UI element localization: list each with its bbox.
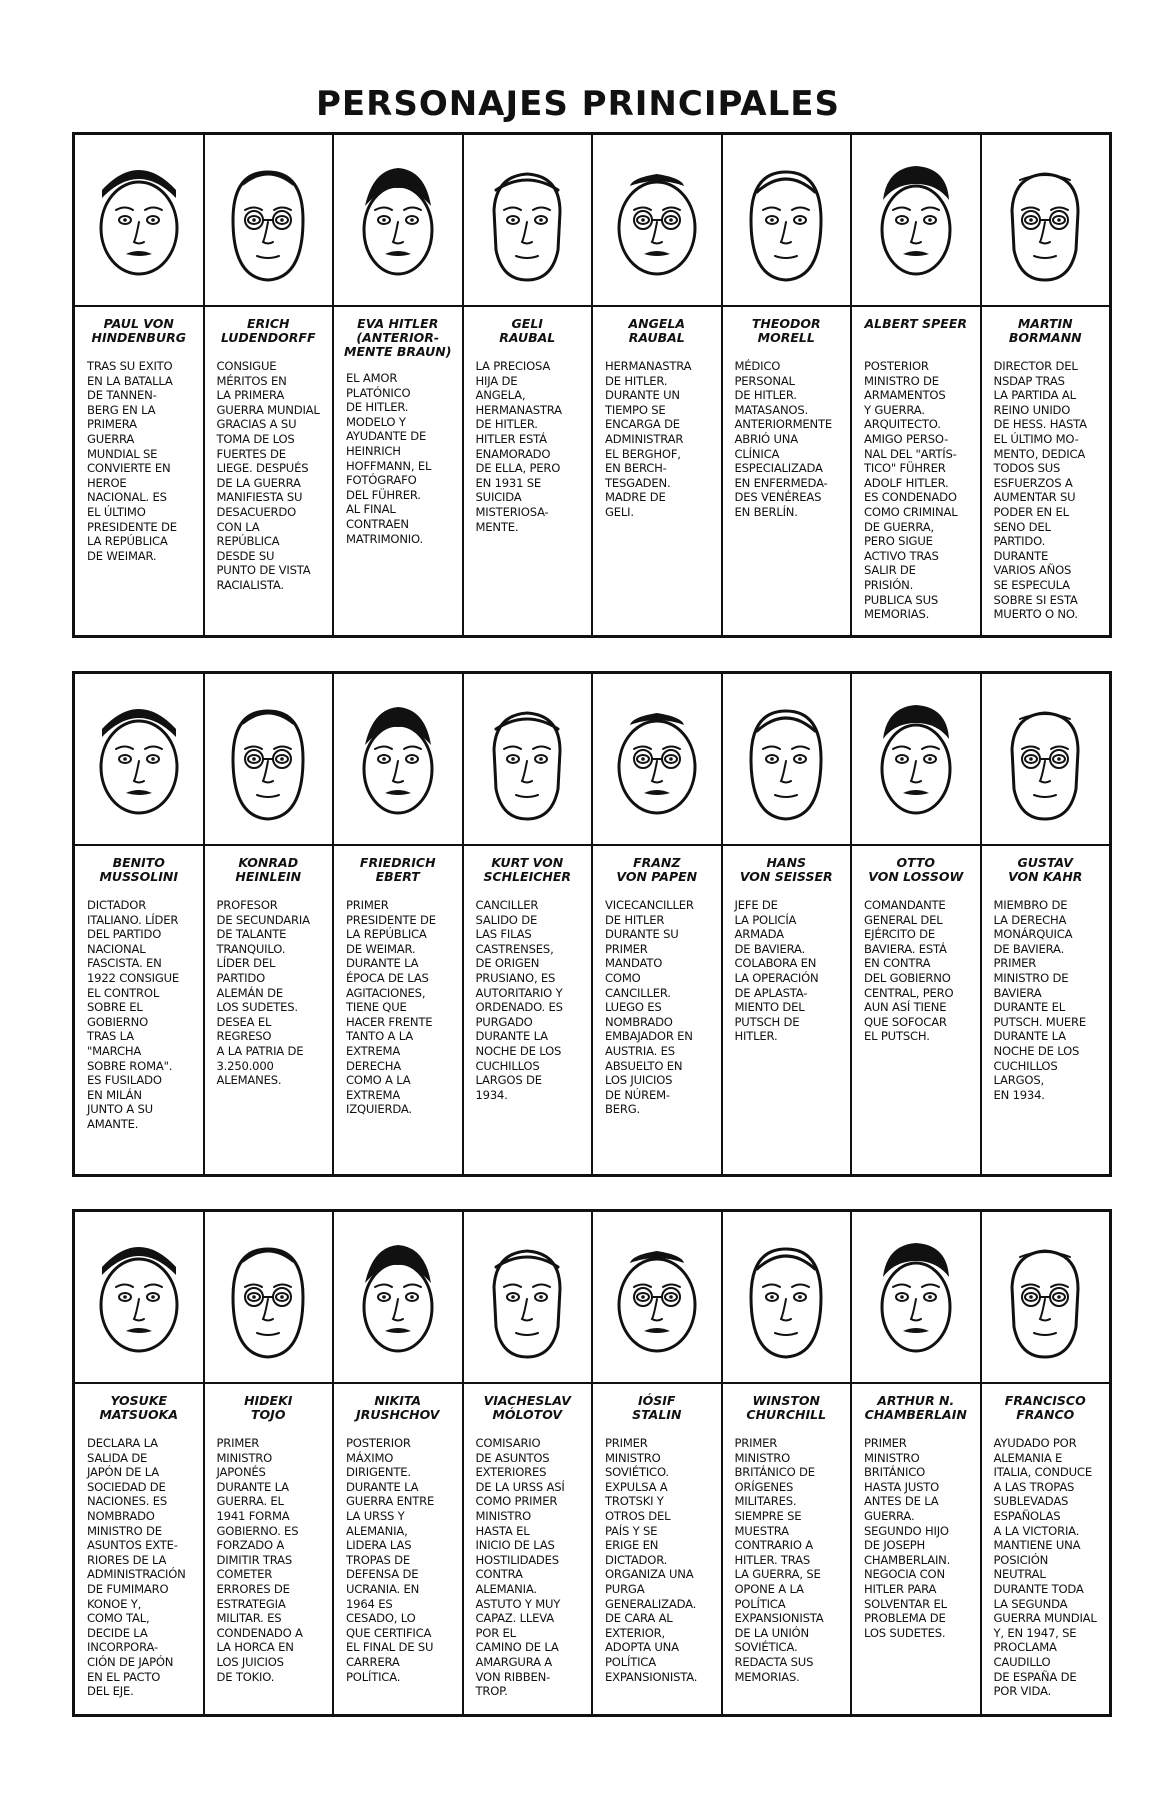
character-card [334,674,464,1174]
character-card [982,674,1110,1174]
character-name: THEODOR MORELL [751,316,821,345]
character-name: IÓSIF STALIN [632,1393,682,1422]
portrait [205,1212,333,1384]
character-name: BENITO MUSSOLINI [99,855,178,884]
character-bio: COMANDANTE GENERAL DEL EJÉRCITO DE BAVIERA. ESTÁ EN CONTRA DEL GOBIERNO CENTRAL, PERO AUN ASÍ TIENE QUE SOFOCAR EL PUTSCH. [864,898,954,1044]
character-bio: VICECANCILLER DE HITLER DURANTE SU PRIMER MANDATO COMO CANCILLER. LUEGO ES NOMBRADO EMBAJADOR EN AUSTRIA. ES ABSUELTO EN LOS JUICIOS DE NÚREM- BERG. [605,898,694,1117]
geli-portrait-icon [472,150,582,290]
ludendorff-portrait-icon [213,150,323,290]
hindenburg-portrait-icon [84,150,194,290]
portrait [593,135,721,307]
character-card [205,1212,335,1714]
morell-portrait-icon [731,150,841,290]
papen-portrait-icon [602,689,712,829]
portrait [593,1212,721,1384]
character-name: NIKITA JRUSHCHOV [356,1393,440,1422]
stalin-portrait-icon [602,1227,712,1367]
character-name: EVA HITLER (ANTERIOR- MENTE BRAUN) [344,316,452,359]
character-name: FRANZ VON PAPEN [616,855,698,884]
character-name: GUSTAV VON KAHR [1008,855,1083,884]
character-bio: PRIMER MINISTRO BRITÁNICO HASTA JUSTO ANTES DE LA GUERRA. SEGUNDO HIJO DE JOSEPH CHAMBERLAIN. NEGOCIA CON HITLER PARA SOLVENTAR EL PROBLEMA DE LOS SUDETES. [864,1436,951,1640]
character-bio: PROFESOR DE SECUNDARIA DE TALANTE TRANQUILO. LÍDER DEL PARTIDO ALEMÁN DE LOS SUDETES. DESEA EL REGRESO A LA PATRIA DE 3.250.000 ALEMANES. [216,898,310,1088]
matsuoka-portrait-icon [84,1227,194,1367]
schleicher-portrait-icon [472,689,582,829]
character-bio: TRAS SU EXITO EN LA BATALLA DE TANNEN- BERG EN LA PRIMERA GUERRA MUNDIAL SE CONVIERTE EN HEROE NACIONAL. ES EL ÚLTIMO PRESIDENTE DE LA REPÚBLICA DE WEIMAR. [87,359,177,563]
character-bio: CONSIGUE MÉRITOS EN LA PRIMERA GUERRA MUNDIAL GRACIAS A SU TOMA DE LOS FUERTES DE LIEGE. DESPUÉS DE LA GUERRA MANIFIESTA SU DESACUERDO CON LA REPÚBLICA DESDE SU PUNTO DE VISTA RACIALISTA. [216,359,320,592]
portrait [593,674,721,846]
lossow-portrait-icon [861,689,971,829]
character-card [593,135,723,635]
portrait [982,135,1110,307]
molotov-portrait-icon [472,1227,582,1367]
character-name: OTTO VON LOSSOW [868,855,964,884]
character-bio: PRIMER PRESIDENTE DE LA REPÚBLICA DE WEIMAR. DURANTE LA ÉPOCA DE LAS AGITACIONES, TIENE QUE HACER FRENTE TANTO A LA EXTREMA DERECHA COMO A LA EXTREMA IZQUIERDA. [346,898,436,1117]
character-bio: DIRECTOR DEL NSDAP TRAS LA PARTIDA AL REINO UNIDO DE HESS. HASTA EL ÚLTIMO MO- MENTO, DEDICA TODOS SUS ESFUERZOS A AUMENTAR SU PODER EN EL SENO DEL PARTIDO. DURANTE VARIOS AÑOS SE ESPECULA SOBRE SI ESTA MUERTO O NO. [993,359,1087,622]
character-name: PAUL VON HINDENBURG [91,316,186,345]
character-bio: COMISARIO DE ASUNTOS EXTERIORES DE LA URSS ASÍ COMO PRIMER MINISTRO HASTA EL INICIO DE LAS HOSTILIDADES CONTRA ALEMANIA. ASTUTO Y MUY CAPAZ. LLEVA POR EL CAMINO DE LA AMARGURA A VON RIBBEN- TROP. [475,1436,565,1699]
character-card [464,135,594,635]
character-name: HIDEKI TOJO [244,1393,293,1422]
portrait [464,1212,592,1384]
character-card [593,674,723,1174]
speer-portrait-icon [861,150,971,290]
kahr-portrait-icon [990,689,1100,829]
portrait [982,1212,1110,1384]
character-bio: HERMANASTRA DE HITLER. DURANTE UN TIEMPO SE ENCARGA DE ADMINISTRAR EL BERGHOF, EN BERCH- TESGADEN. MADRE DE GELI. [605,359,692,519]
character-card [464,674,594,1174]
character-bio: JEFE DE LA POLICÍA ARMADA DE BAVIERA. COLABORA EN LA OPERACIÓN DE APLASTA- MIENTO DEL PUTSCH DE HITLER. [734,898,819,1044]
character-card [982,1212,1110,1714]
character-name: MARTIN BORMANN [1008,316,1082,345]
character-card [723,1212,853,1714]
portrait [723,674,851,846]
chamberlain-portrait-icon [861,1227,971,1367]
franco-portrait-icon [990,1227,1100,1367]
khrushchev-portrait-icon [343,1227,453,1367]
portrait [334,674,462,846]
character-card [205,135,335,635]
ebert-portrait-icon [343,689,453,829]
portrait [334,135,462,307]
character-bio: MIEMBRO DE LA DERECHA MONÁRQUICA DE BAVIERA. PRIMER MINISTRO DE BAVIERA DURANTE EL PUTSCH. MUERE DURANTE LA NOCHE DE LOS CUCHILLOS LARGOS, EN 1934. [993,898,1086,1102]
character-name: ERICH LUDENDORFF [220,316,316,345]
character-name: KURT VON SCHLEICHER [483,855,572,884]
character-name: ALBERT SPEER [864,316,967,331]
character-card [852,135,982,635]
character-name: GELI RAUBAL [499,316,556,345]
portrait [205,135,333,307]
character-card [75,674,205,1174]
angela-portrait-icon [602,150,712,290]
portrait [852,135,980,307]
character-bio: POSTERIOR MÁXIMO DIRIGENTE. DURANTE LA GUERRA ENTRE LA URSS Y ALEMANIA, LIDERA LAS TROPAS DE DEFENSA DE UCRANIA. EN 1964 ES CESADO, LO QUE CERTIFICA EL FINAL DE SU CARRERA POLÍTICA. [346,1436,435,1684]
characters-panel-2 [72,671,1112,1177]
character-bio: CANCILLER SALIDO DE LAS FILAS CASTRENSES, DE ORIGEN PRUSIANO, ES AUTORITARIO Y ORDENADO. ES PURGADO DURANTE LA NOCHE DE LOS CUCHILLOS LARGOS DE 1934. [475,898,563,1102]
bormann-portrait-icon [990,150,1100,290]
characters-panel-1 [72,132,1112,638]
portrait [723,135,851,307]
portrait [75,1212,203,1384]
character-name: FRANCISCO FRANCO [1004,1393,1086,1422]
portrait [334,1212,462,1384]
character-card [464,1212,594,1714]
character-name: FRIEDRICH EBERT [359,855,436,884]
character-name: HANS VON SEISSER [739,855,833,884]
portrait [464,135,592,307]
character-card [334,1212,464,1714]
character-bio: POSTERIOR MINISTRO DE ARMAMENTOS Y GUERRA. ARQUITECTO. AMIGO PERSO- NAL DEL "ARTÍS- TICO" FÜHRER ADOLF HITLER. ES CONDENADO COMO CRIMINAL DE GUERRA, PERO SIGUE ACTIVO TRAS SALIR DE PRISIÓN. PUBLICA SUS MEMORIAS. [864,359,958,622]
character-card [723,674,853,1174]
character-card [334,135,464,635]
character-name: ARTHUR N. CHAMBERLAIN [864,1393,967,1422]
heinlein-portrait-icon [213,689,323,829]
character-bio: DICTADOR ITALIANO. LÍDER DEL PARTIDO NACIONAL FASCISTA. EN 1922 CONSIGUE EL CONTROL SOBRE EL GOBIERNO TRAS LA "MARCHA SOBRE ROMA". ES FUSILADO EN MILÁN JUNTO A SU AMANTE. [87,898,180,1131]
character-bio: PRIMER MINISTRO JAPONÉS DURANTE LA GUERRA. EL 1941 FORMA GOBIERNO. ES FORZADO A DIMITIR TRAS COMETER ERRORES DE ESTRATEGIA MILITAR. ES CONDENADO A LA HORCA EN LOS JUICIOS DE TOKIO. [216,1436,303,1684]
character-name: ANGELA RAUBAL [628,316,686,345]
portrait [982,674,1110,846]
character-name: KONRAD HEINLEIN [235,855,302,884]
seisser-portrait-icon [731,689,841,829]
character-name: YOSUKE MATSUOKA [99,1393,179,1422]
character-card [205,674,335,1174]
character-card [723,135,853,635]
portrait [852,1212,980,1384]
mussolini-portrait-icon [84,689,194,829]
character-name: VIACHESLAV MÓLOTOV [483,1393,571,1422]
character-card [852,1212,982,1714]
portrait [464,674,592,846]
character-bio: EL AMOR PLATÓNICO DE HITLER. MODELO Y AYUDANTE DE HEINRICH HOFFMANN, EL FOTÓGRAFO DEL FÜHRER. AL FINAL CONTRAEN MATRIMONIO. [346,371,432,546]
character-bio: PRIMER MINISTRO SOVIÉTICO. EXPULSA A TROTSKI Y OTROS DEL PAÍS Y SE ERIGE EN DICTADOR. ORGANIZA UNA PURGA GENERALIZADA. DE CARA AL EXTERIOR, ADOPTA UNA POLÍTICA EXPANSIONISTA. [605,1436,698,1684]
portrait [723,1212,851,1384]
character-card [75,135,205,635]
churchill-portrait-icon [731,1227,841,1367]
eva-portrait-icon [343,150,453,290]
portrait [205,674,333,846]
character-bio: MÉDICO PERSONAL DE HITLER. MATASANOS. ANTERIORMENTE ABRIÓ UNA CLÍNICA ESPECIALIZADA EN ENFERMEDA- DES VENÉREAS EN BERLÍN. [734,359,832,519]
characters-panel-3 [72,1209,1112,1717]
character-bio: AYUDADO POR ALEMANIA E ITALIA, CONDUCE A LAS TROPAS SUBLEVADAS ESPAÑOLAS A LA VICTORIA. MANTIENE UNA POSICIÓN NEUTRAL DURANTE TODA LA SEGUNDA GUERRA MUNDIAL Y, EN 1947, SE PROCLAMA CAUDILLO DE ESPAÑA DE POR VIDA. [993,1436,1097,1699]
portrait [852,674,980,846]
page-title: PERSONAJES PRINCIPALES [316,84,840,124]
character-bio: LA PRECIOSA HIJA DE ANGELA, HERMANASTRA DE HITLER. HITLER ESTÁ ENAMORADO DE ELLA, PERO EN 1931 SE SUICIDA MISTERIOSA- MENTE. [475,359,562,534]
portrait [75,674,203,846]
character-card [852,674,982,1174]
character-card [593,1212,723,1714]
character-name: WINSTON CHURCHILL [746,1393,827,1422]
character-card [75,1212,205,1714]
character-bio: PRIMER MINISTRO BRITÁNICO DE ORÍGENES MILITARES. SIEMPRE SE MUESTRA CONTRARIO A HITLER. TRAS LA GUERRA, SE OPONE A LA POLÍTICA EXPANSIONISTA DE LA UNIÓN SOVIÉTICA. REDACTA SUS MEMORIAS. [734,1436,824,1684]
character-bio: DECLARA LA SALIDA DE JAPÓN DE LA SOCIEDAD DE NACIONES. ES NOMBRADO MINISTRO DE ASUNTOS EXTE- RIORES DE LA ADMINISTRACIÓN DE FUMIMARO KONOE Y, COMO TAL, DECIDE LA INCORPORA- CIÓN DE JAPÓN EN EL PACTO DEL EJE. [87,1436,186,1699]
character-card [982,135,1110,635]
tojo-portrait-icon [213,1227,323,1367]
portrait [75,135,203,307]
